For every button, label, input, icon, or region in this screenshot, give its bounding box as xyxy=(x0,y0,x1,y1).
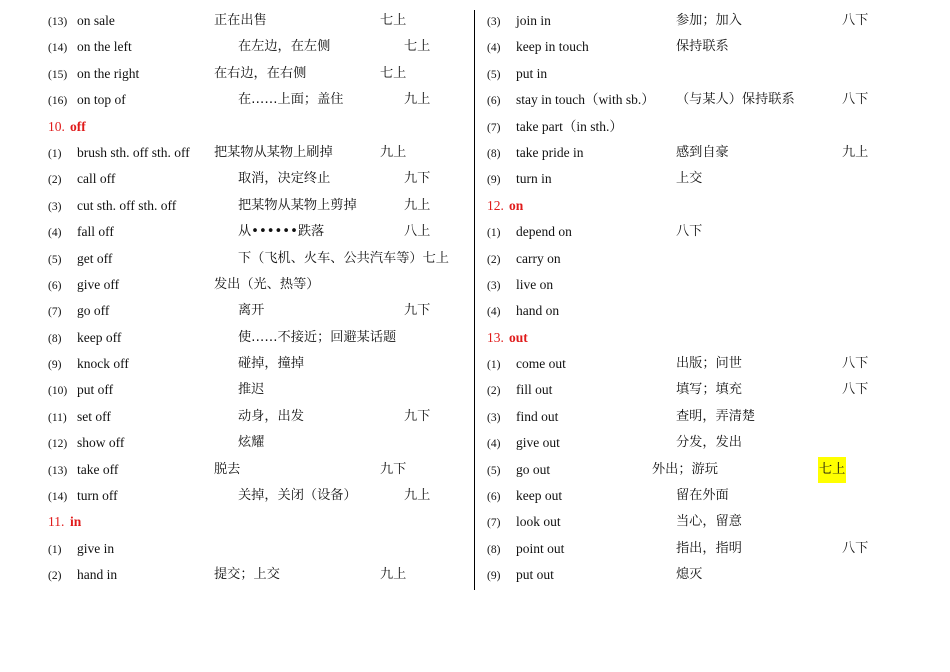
phrase-row xyxy=(48,246,468,272)
english-phrase: turn in xyxy=(516,171,552,187)
grade-label: 九上 xyxy=(380,144,407,160)
chinese-meaning: 正在出售 xyxy=(214,13,267,28)
grade-label: 七上 xyxy=(818,457,846,483)
chinese-meaning: 从••••••跌落 xyxy=(238,224,325,240)
phrase-row xyxy=(487,509,927,535)
phrase-row xyxy=(487,404,927,430)
english-phrase: give in xyxy=(77,540,115,556)
phrase-row xyxy=(48,430,468,456)
item-number: (9) xyxy=(487,570,501,583)
phrase-row xyxy=(48,8,468,34)
item-number: (2) xyxy=(487,385,501,398)
item-number: (7) xyxy=(487,121,501,134)
item-number: (5) xyxy=(487,68,501,81)
english-phrase: stay in touch（with sb.） xyxy=(516,92,655,108)
chinese-meaning: 指出，指明 xyxy=(676,540,742,556)
english-phrase: join in xyxy=(516,13,551,28)
item-number: (14) xyxy=(48,42,68,55)
english-phrase: brush sth. off sth. off xyxy=(77,144,190,160)
chinese-meaning: 发出（光、热等） xyxy=(214,276,320,292)
chinese-meaning: （与某人）保持联系 xyxy=(676,92,795,108)
chinese-meaning: 离开 xyxy=(238,303,265,319)
phrase-row xyxy=(487,114,927,140)
english-phrase: keep out xyxy=(516,488,563,504)
phrase-row xyxy=(487,87,927,113)
phrase-row xyxy=(487,246,927,272)
chinese-meaning: 碰掉，撞掉 xyxy=(238,356,304,372)
chinese-meaning: 脱去 xyxy=(214,461,241,477)
english-phrase: fill out xyxy=(516,382,553,398)
item-number: (8) xyxy=(48,332,62,345)
english-phrase: on the left xyxy=(77,39,132,55)
phrase-row xyxy=(48,325,468,351)
chinese-meaning: 填写；填充 xyxy=(676,382,742,398)
english-phrase: depend on xyxy=(516,224,572,240)
english-phrase: put off xyxy=(77,382,114,398)
item-number: (12) xyxy=(48,438,68,451)
phrase-row xyxy=(48,140,468,166)
item-number: (7) xyxy=(48,306,62,319)
english-phrase: give out xyxy=(516,435,560,451)
phrase-row xyxy=(48,61,468,87)
english-phrase: take part（in sth.） xyxy=(516,118,623,134)
phrase-row xyxy=(487,430,927,456)
phrase-row xyxy=(487,298,927,324)
item-number: (14) xyxy=(48,491,68,504)
grade-label: 八下 xyxy=(842,540,869,556)
grade-label: 九下 xyxy=(404,171,431,187)
chinese-meaning: 留在外面 xyxy=(676,488,729,504)
grade-label: 七上 xyxy=(380,13,407,28)
section-number: 12. xyxy=(487,197,504,213)
item-number: (4) xyxy=(487,306,501,319)
phrase-row xyxy=(487,483,927,509)
section-word: in xyxy=(70,514,82,530)
item-number: (2) xyxy=(48,174,62,187)
english-phrase: put out xyxy=(516,567,554,583)
chinese-meaning: 把某物从某物上剪掉 xyxy=(238,197,357,213)
section-word: out xyxy=(509,329,528,345)
english-phrase: fall off xyxy=(77,224,114,240)
chinese-meaning: 查明，弄清楚 xyxy=(676,408,756,424)
phrase-row xyxy=(48,34,468,60)
english-phrase: point out xyxy=(516,540,565,556)
section-heading xyxy=(487,325,927,351)
grade-label: 八上 xyxy=(404,224,431,240)
english-phrase: on sale xyxy=(77,13,115,28)
chinese-meaning: 在右边，在右侧 xyxy=(214,65,307,81)
left-column xyxy=(48,8,468,589)
chinese-meaning: 使……不接近；回避某话题 xyxy=(238,329,397,345)
english-phrase: go off xyxy=(77,303,110,319)
section-heading xyxy=(48,509,468,535)
phrase-row xyxy=(487,61,927,87)
english-phrase: give off xyxy=(77,276,120,292)
section-number: 11. xyxy=(48,514,65,530)
item-number: (13) xyxy=(48,16,68,28)
english-phrase: take off xyxy=(77,461,119,477)
grade-label: 九上 xyxy=(842,144,869,160)
phrase-row xyxy=(48,377,468,403)
chinese-meaning: 在左边，在左侧 xyxy=(238,39,331,55)
grade-label: 九下 xyxy=(380,461,407,477)
english-phrase: hand in xyxy=(77,567,118,583)
section-word: off xyxy=(70,118,86,134)
item-number: (3) xyxy=(487,279,501,292)
section-number: 13. xyxy=(487,329,504,345)
item-number: (8) xyxy=(487,147,501,160)
phrase-row xyxy=(487,562,927,588)
grade-label: 八下 xyxy=(842,382,869,398)
phrase-row xyxy=(487,272,927,298)
phrase-row xyxy=(48,457,468,483)
item-number: (10) xyxy=(48,385,68,398)
chinese-meaning: 在……上面；盖住 xyxy=(238,92,344,108)
chinese-meaning: 出版；问世 xyxy=(676,356,742,372)
item-number: (16) xyxy=(48,95,68,108)
english-phrase: turn off xyxy=(77,488,118,504)
item-number: (6) xyxy=(48,279,62,292)
phrase-row xyxy=(48,404,468,430)
english-phrase: cut sth. off sth. off xyxy=(77,197,177,213)
phrase-row xyxy=(487,219,927,245)
grade-label: 九上 xyxy=(404,488,431,504)
item-number: (2) xyxy=(48,570,62,583)
item-number: (1) xyxy=(48,543,62,556)
phrase-row xyxy=(48,483,468,509)
grade-label: 七上 xyxy=(404,39,431,55)
chinese-meaning: 八下 xyxy=(676,224,703,240)
item-number: (1) xyxy=(487,227,501,240)
grade-label: 九下 xyxy=(404,408,431,424)
english-phrase: carry on xyxy=(516,250,561,266)
item-number: (1) xyxy=(48,147,62,160)
chinese-meaning: 取消，决定终止 xyxy=(238,171,331,187)
item-number: (3) xyxy=(487,411,501,424)
chinese-meaning: 保持联系 xyxy=(676,39,729,55)
english-phrase: on the right xyxy=(77,65,140,81)
item-number: (11) xyxy=(48,411,67,424)
item-number: (5) xyxy=(48,253,62,266)
grade-label: 八下 xyxy=(842,356,869,372)
item-number: (3) xyxy=(48,200,62,213)
chinese-meaning: 推迟 xyxy=(238,382,265,398)
item-number: (6) xyxy=(487,491,501,504)
chinese-meaning: 参加；加入 xyxy=(676,13,742,28)
chinese-meaning: 当心，留意 xyxy=(676,514,742,530)
chinese-meaning: 炫耀 xyxy=(238,435,265,451)
phrase-row xyxy=(48,219,468,245)
phrase-row xyxy=(487,351,927,377)
chinese-meaning: 下（飞机、火车、公共汽车等）七上 xyxy=(238,250,449,266)
english-phrase: take pride in xyxy=(516,144,584,160)
phrase-row xyxy=(487,8,927,34)
chinese-meaning: 关掉，关闭（设备） xyxy=(238,488,357,504)
item-number: (6) xyxy=(487,95,501,108)
item-number: (9) xyxy=(48,359,62,372)
item-number: (8) xyxy=(487,543,501,556)
phrase-row xyxy=(487,536,927,562)
right-column xyxy=(487,8,927,589)
chinese-meaning: 把某物从某物上刷掉 xyxy=(214,144,333,160)
phrase-row xyxy=(48,272,468,298)
english-phrase: look out xyxy=(516,514,561,530)
english-phrase: call off xyxy=(77,171,116,187)
chinese-meaning: 熄灭 xyxy=(676,567,703,583)
english-phrase: keep off xyxy=(77,329,122,345)
item-number: (7) xyxy=(487,517,501,530)
section-heading xyxy=(487,193,927,219)
phrase-row xyxy=(48,562,468,588)
phrase-row xyxy=(48,351,468,377)
item-number: (1) xyxy=(487,359,501,372)
english-phrase: keep in touch xyxy=(516,39,589,55)
grade-label: 九上 xyxy=(380,567,407,583)
english-phrase: come out xyxy=(516,356,566,372)
item-number: (15) xyxy=(48,68,68,81)
english-phrase: go out xyxy=(516,461,551,477)
item-number: (13) xyxy=(48,464,68,477)
chinese-meaning: 感到自豪 xyxy=(676,144,729,160)
chinese-meaning: 外出；游玩 xyxy=(652,461,718,477)
english-phrase: find out xyxy=(516,408,559,424)
english-phrase: put in xyxy=(516,65,548,81)
phrase-row xyxy=(487,457,927,483)
phrase-row xyxy=(48,193,468,219)
phrase-row xyxy=(48,166,468,192)
phrase-row xyxy=(487,377,927,403)
section-number: 10. xyxy=(48,118,65,134)
grade-label: 九上 xyxy=(404,92,431,108)
phrase-row xyxy=(48,298,468,324)
item-number: (4) xyxy=(487,42,501,55)
item-number: (4) xyxy=(487,438,501,451)
column-divider xyxy=(474,10,475,590)
english-phrase: on top of xyxy=(77,92,126,108)
chinese-meaning: 提交；上交 xyxy=(214,567,280,583)
grade-label: 九上 xyxy=(404,197,431,213)
section-heading xyxy=(48,114,468,140)
chinese-meaning: 上交 xyxy=(676,171,703,187)
item-number: (3) xyxy=(487,16,501,28)
chinese-meaning: 分发，发出 xyxy=(676,435,742,451)
grade-label: 八下 xyxy=(842,13,869,28)
phrase-row xyxy=(487,34,927,60)
chinese-meaning: 动身，出发 xyxy=(238,408,304,424)
phrase-row xyxy=(48,87,468,113)
english-phrase: show off xyxy=(77,435,125,451)
phrase-row xyxy=(48,536,468,562)
item-number: (4) xyxy=(48,227,62,240)
item-number: (9) xyxy=(487,174,501,187)
english-phrase: knock off xyxy=(77,356,129,372)
item-number: (5) xyxy=(487,464,501,477)
item-number: (2) xyxy=(487,253,501,266)
grade-label: 九下 xyxy=(404,303,431,319)
english-phrase: set off xyxy=(77,408,111,424)
english-phrase: hand on xyxy=(516,303,560,319)
grade-label: 七上 xyxy=(380,65,407,81)
phrase-row xyxy=(487,166,927,192)
section-word: on xyxy=(509,197,524,213)
english-phrase: get off xyxy=(77,250,113,266)
grade-label: 八下 xyxy=(842,92,869,108)
english-phrase: live on xyxy=(516,276,554,292)
phrase-row xyxy=(487,140,927,166)
